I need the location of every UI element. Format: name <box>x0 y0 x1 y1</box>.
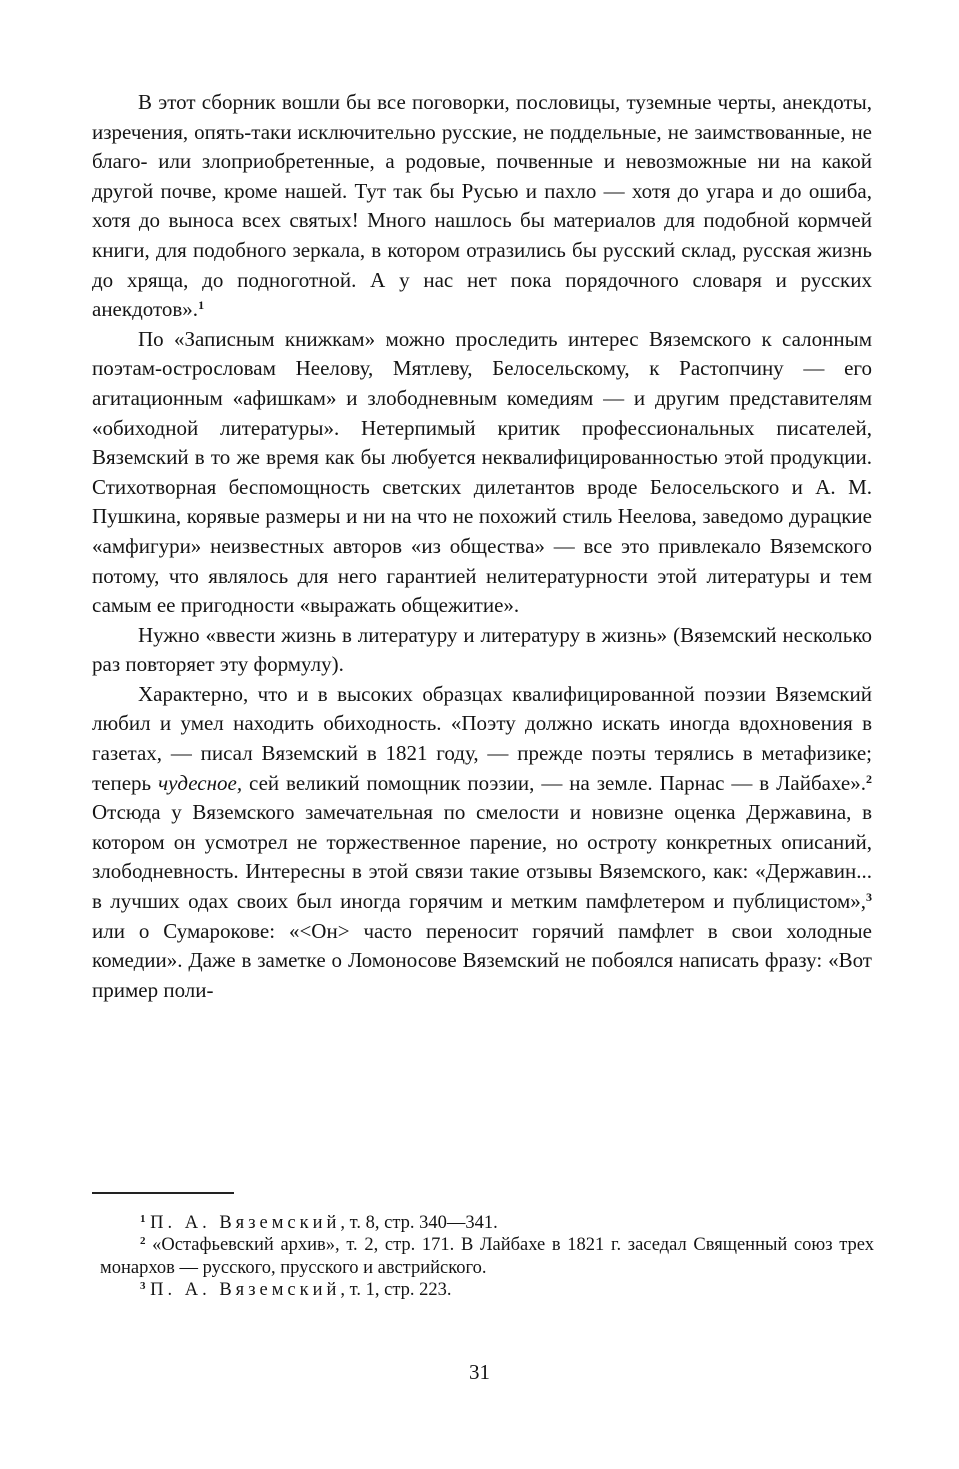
paragraph-1 <box>92 88 872 325</box>
footnote-3-author: П. А. Вяземский <box>150 1280 341 1301</box>
footnotes <box>100 1212 874 1302</box>
paragraph-4-part-1: Характерно, что и в высоких образцах квалифицированной поэзии Вяземский любил и умел находить обиходность. «Поэту должно искать иногда вдохновения в газетах, — писал Вяземский в 1821 году, — прежде поэты терялись в метафизике; теперь <box>92 681 872 795</box>
page-body <box>92 88 872 1005</box>
paragraph-3: Нужно «ввести жизнь в литературу и литературу в жизнь» (Вяземский несколько раз повторяет эту формулу). <box>92 622 872 677</box>
main-text <box>92 88 872 1005</box>
footnote-1-rest: , т. 8, стр. 340—341. <box>340 1213 498 1233</box>
paragraph-1-text: В этот сборник вошли бы все поговорки, пословицы, туземные черты, анекдоты, изречения, опять-таки исключительно русские, не поддельные, не заимствованные, не благо- или злоприобретенные, а родовые, почвенные и невозможные ни на какой другой почве, кроме нашей. Тут так бы Русью и пахло — хотя до угара и до ошиба, хотя до выноса всех святых! Много нашлось бы материалов для подобной кормчей книги, для подобного зеркала, в котором отразились бы русский склад, русская жизнь до хряща, до подноготной. А у нас нет пока порядочного словаря и русских анекдотов». <box>92 90 872 322</box>
footnote-2 <box>100 1234 874 1279</box>
paragraph-4-italic: чудесное, <box>158 770 243 795</box>
paragraph-4-part-2: сей великий помощник поэзии, — на земле. Парнас — в Лайбахе». <box>242 770 866 795</box>
paragraph-4-part-3: Отсюда у Вяземского замечательная по смелости и новизне оценка Державина, в котором он усмотрел не торжественное парение, но остроту конкретных описаний, злободневность. Интересны в этой связи такие отзывы Вяземского, как: «Державин... в лучших одах своих был иногда горячим и метким памфлетером и публицистом», <box>92 800 872 914</box>
footnote-1-mark: 1 <box>140 1213 146 1225</box>
footnote-1-author: П. А. Вяземский <box>150 1213 341 1233</box>
footnote-divider <box>92 1192 234 1194</box>
paragraph-2: По «Записным книжкам» можно проследить интерес Вяземского к салонным поэтам-острословам Неелову, Мятлеву, Белосельскому, к Растопчину — его агитационным «афишкам» и злободневным комедиям — и другим представителям «обиходной литературы». Нетерпимый критик профессиональных писателей, Вяземский в то же время как бы любуется неквалифицированностью этой продукции. Стихотворная беспомощность светских дилетантов вроде Белосельского и А. М. Пушкина, корявые размеры и ни на что не похожий стиль Неелова, заведомо дурацкие «амфигури» неизвестных авторов «из общества» — все это привлекало Вяземского потому, что являлось для него гарантией нелитературности этой литературы и тем самым ее пригодности «выражать общежитие». <box>92 326 872 618</box>
footnote-ref-2: 2 <box>866 771 872 786</box>
footnote-1 <box>100 1212 874 1234</box>
footnote-ref-3: 3 <box>866 890 872 905</box>
footnote-2-text: «Остафьевский архив», т. 2, стр. 171. В Лайбахе в 1821 г. заседал Священный союз трех монархов — русского, прусского и австрийского. <box>100 1235 875 1278</box>
footnote-3-mark: 3 <box>140 1280 146 1293</box>
footnote-2-mark: 2 <box>140 1235 146 1248</box>
paragraph-4 <box>92 680 872 1006</box>
page-number: 31 <box>469 1360 490 1384</box>
footnote-3 <box>100 1279 874 1301</box>
paragraph-4-part-4: или о Сумарокове: «<Он> часто переносит горячий памфлет в свои холодные комедии». Даже в заметке о Ломоносове Вяземский не побоялся написать фразу: «Вот пример поли- <box>92 918 872 1002</box>
footnote-3-rest: , т. 1, стр. 223. <box>340 1280 452 1301</box>
footnote-ref-1: 1 <box>198 298 205 313</box>
